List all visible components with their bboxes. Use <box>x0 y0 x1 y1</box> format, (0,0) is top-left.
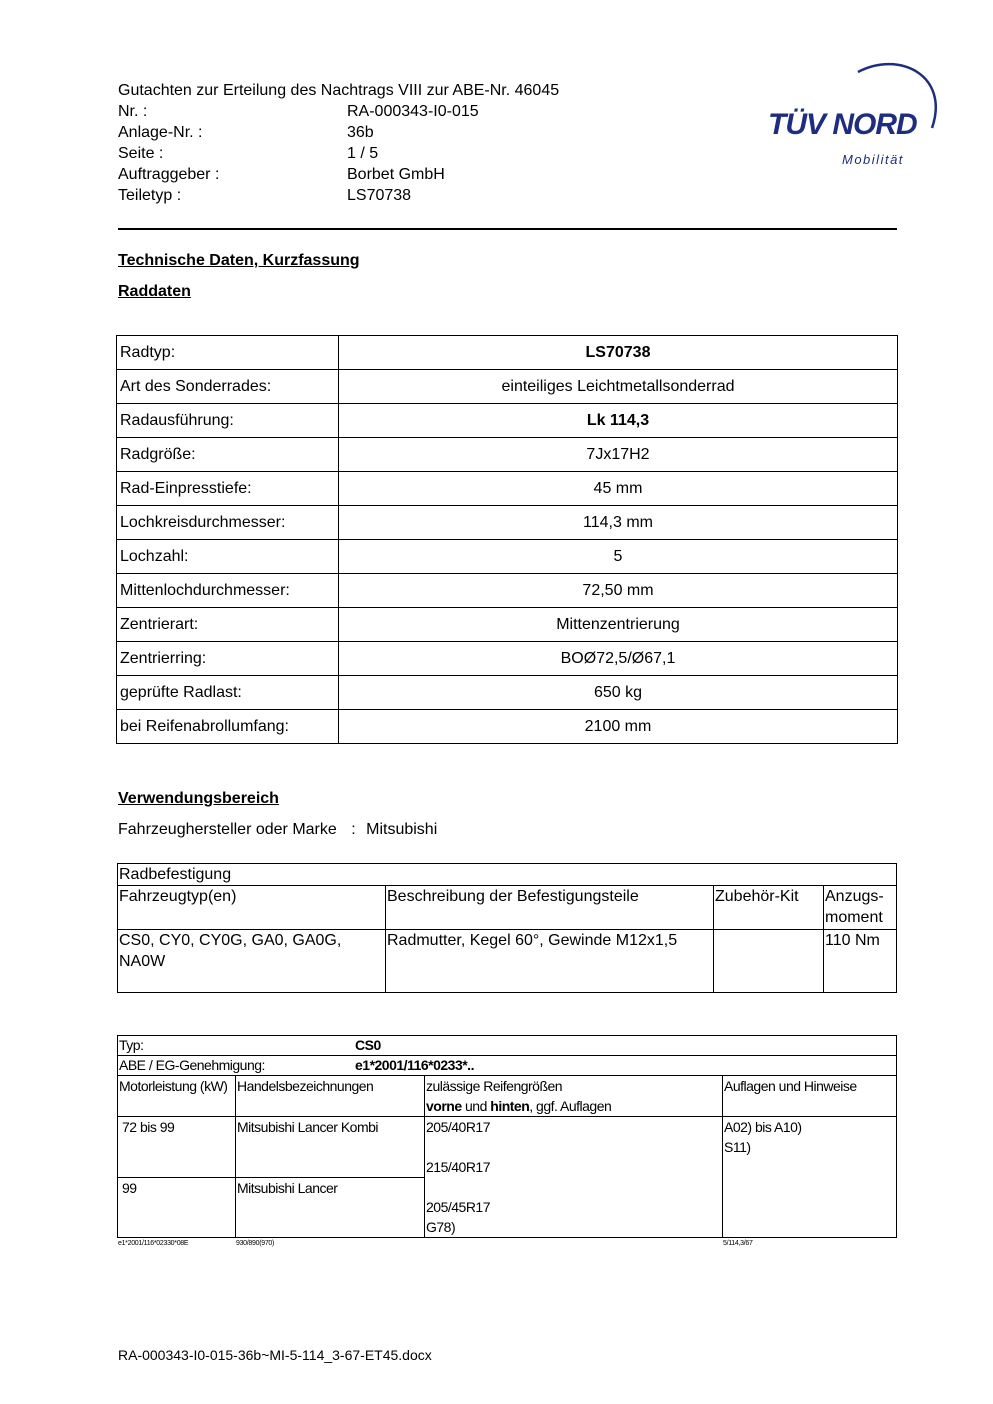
header-key: Teiletyp : <box>118 187 182 204</box>
raddaten-row <box>117 574 898 608</box>
typ-data-row <box>118 1117 897 1178</box>
raddaten-value: Mittenzentrierung <box>339 608 898 642</box>
reifen-header-line1: zulässige Reifengrößen <box>426 1078 563 1094</box>
header-row-seite <box>118 143 559 164</box>
reifen-suffix: , ggf. Auflagen <box>529 1098 612 1114</box>
motor-cell: 72 bis 99 <box>118 1117 236 1178</box>
auflagen-item: A02) bis A10) <box>724 1119 802 1135</box>
radbefestigung-table <box>117 863 897 993</box>
header-value: Borbet GmbH <box>347 166 445 183</box>
handel-cell: Mitsubishi Lancer <box>236 1177 425 1238</box>
befest-header: Fahrzeugtyp(en) <box>118 886 386 930</box>
header-handelsbezeichnungen: Handelsbezeichnungen <box>236 1076 425 1117</box>
raddaten-row <box>117 608 898 642</box>
handel-cell: Mitsubishi Lancer Kombi <box>236 1117 425 1178</box>
reifen-item: G78) <box>426 1219 456 1235</box>
raddaten-row <box>117 676 898 710</box>
auflagen-cell <box>723 1117 897 1238</box>
raddaten-value: 114,3 mm <box>339 506 898 540</box>
section-raddaten: Raddaten <box>118 283 191 300</box>
header-row-nr <box>118 101 559 122</box>
tuv-nord-logo <box>760 56 940 176</box>
header-value: LS70738 <box>347 187 412 204</box>
raddaten-label: Zentrierring: <box>117 642 339 676</box>
section-verwendungsbereich: Verwendungsbereich <box>118 790 279 807</box>
raddaten-label: Lochzahl: <box>117 540 339 574</box>
header-row-anlage <box>118 122 559 143</box>
raddaten-value: 5 <box>339 540 898 574</box>
befest-header: Anzugs-moment <box>824 886 897 930</box>
header-reifengroessen <box>425 1076 723 1117</box>
header-auflagen: Auflagen und Hinweise <box>723 1076 897 1117</box>
befest-header: Beschreibung der Befestigungsteile <box>386 886 714 930</box>
typ-row <box>118 1036 897 1056</box>
footer-filename: RA-000343-I0-015-36b~MI-5-114_3-67-ET45.docx <box>118 1347 432 1363</box>
raddaten-value: 45 mm <box>339 472 898 506</box>
raddaten-value: LS70738 <box>339 336 898 370</box>
typ-footer-weight: 930/890(970) <box>236 1240 275 1247</box>
befest-cell-beschreibung: Radmutter, Kegel 60°, Gewinde M12x1,5 <box>386 930 714 993</box>
typ-footer-lk: 5/114,3/67 <box>723 1240 753 1247</box>
befest-title: Radbefestigung <box>118 864 897 886</box>
abe-cell <box>118 1056 897 1076</box>
raddaten-label: Art des Sonderrades: <box>117 370 339 404</box>
hersteller-label: Fahrzeughersteller oder Marke <box>118 821 337 838</box>
typ-footer-code: e1*2001/116*02330*08E <box>118 1240 189 1247</box>
raddaten-row <box>117 540 898 574</box>
raddaten-label: Lochkreisdurchmesser: <box>117 506 339 540</box>
header-key: Auftraggeber : <box>118 166 220 183</box>
header-row-auftraggeber <box>118 164 559 185</box>
reifen-cell <box>425 1117 723 1238</box>
raddaten-label: Mittenlochdurchmesser: <box>117 574 339 608</box>
raddaten-value: 72,50 mm <box>339 574 898 608</box>
section-technische-daten: Technische Daten, Kurzfassung <box>118 252 360 269</box>
raddaten-row <box>117 506 898 540</box>
raddaten-label: Radtyp: <box>117 336 339 370</box>
raddaten-label: Radausführung: <box>117 404 339 438</box>
raddaten-row <box>117 404 898 438</box>
hersteller-value: Mitsubishi <box>366 821 438 838</box>
hersteller-line <box>118 821 437 839</box>
raddaten-value: 7Jx17H2 <box>339 438 898 472</box>
raddaten-value: Lk 114,3 <box>339 404 898 438</box>
auflagen-item: S11) <box>724 1139 751 1155</box>
raddaten-label: Zentrierart: <box>117 608 339 642</box>
raddaten-row <box>117 370 898 404</box>
reifen-item: 205/45R17 <box>426 1199 491 1215</box>
typ-label: Typ: <box>119 1037 144 1053</box>
raddaten-value: BOØ72,5/Ø67,1 <box>339 642 898 676</box>
raddaten-value: 2100 mm <box>339 710 898 744</box>
header-value: 1 / 5 <box>347 145 379 162</box>
reifen-und: und <box>461 1098 491 1114</box>
reifen-item: 205/40R17 <box>426 1119 491 1135</box>
typ-table <box>117 1035 897 1238</box>
hersteller-separator: : <box>351 821 356 838</box>
raddaten-row <box>117 642 898 676</box>
befest-title-row <box>118 864 897 886</box>
befest-cell-zubehoer <box>714 930 824 993</box>
logo-brand-text: TÜV NORD <box>768 108 917 141</box>
reifen-item: 215/40R17 <box>426 1159 491 1175</box>
raddaten-label: Rad-Einpresstiefe: <box>117 472 339 506</box>
logo-sub-text: Mobilität <box>842 152 904 167</box>
raddaten-label: geprüfte Radlast: <box>117 676 339 710</box>
header-key: Nr. : <box>118 103 148 120</box>
document-header <box>118 80 559 206</box>
header-row-teiletyp <box>118 185 559 206</box>
header-key: Seite : <box>118 145 164 162</box>
raddaten-value: 650 kg <box>339 676 898 710</box>
befest-header: Zubehör-Kit <box>714 886 824 930</box>
motor-cell: 99 <box>118 1177 236 1238</box>
header-divider <box>118 228 897 230</box>
typ-header-row <box>118 1076 897 1117</box>
raddaten-label: bei Reifenabrollumfang: <box>117 710 339 744</box>
raddaten-row <box>117 438 898 472</box>
header-value: 36b <box>347 124 374 141</box>
header-value: RA-000343-I0-015 <box>347 103 479 120</box>
abe-label: ABE / EG-Genehmigung: <box>119 1057 265 1073</box>
abe-value: e1*2001/116*0233*.. <box>355 1057 474 1073</box>
reifen-vorne: vorne <box>426 1098 462 1114</box>
header-key: Anlage-Nr. : <box>118 124 203 141</box>
befest-cell-fahrzeugtyp: CS0, CY0, CY0G, GA0, GA0G, NA0W <box>118 930 386 993</box>
befest-header-row <box>118 886 897 930</box>
raddaten-table <box>116 335 898 744</box>
raddaten-row <box>117 336 898 370</box>
raddaten-value: einteiliges Leichtmetallsonderrad <box>339 370 898 404</box>
typ-value: CS0 <box>355 1037 381 1053</box>
raddaten-row <box>117 472 898 506</box>
reifen-header-line2 <box>426 1096 721 1116</box>
header-motorleistung: Motorleistung (kW) <box>118 1076 236 1117</box>
raddaten-label: Radgröße: <box>117 438 339 472</box>
document-title: Gutachten zur Erteilung des Nachtrags VIII zur ABE-Nr. 46045 <box>118 82 560 99</box>
abe-row <box>118 1056 897 1076</box>
typ-cell <box>118 1036 897 1056</box>
raddaten-row <box>117 710 898 744</box>
befest-data-row <box>118 930 897 993</box>
reifen-hinten: hinten <box>490 1098 530 1114</box>
befest-cell-anzugsmoment: 110 Nm <box>824 930 897 993</box>
